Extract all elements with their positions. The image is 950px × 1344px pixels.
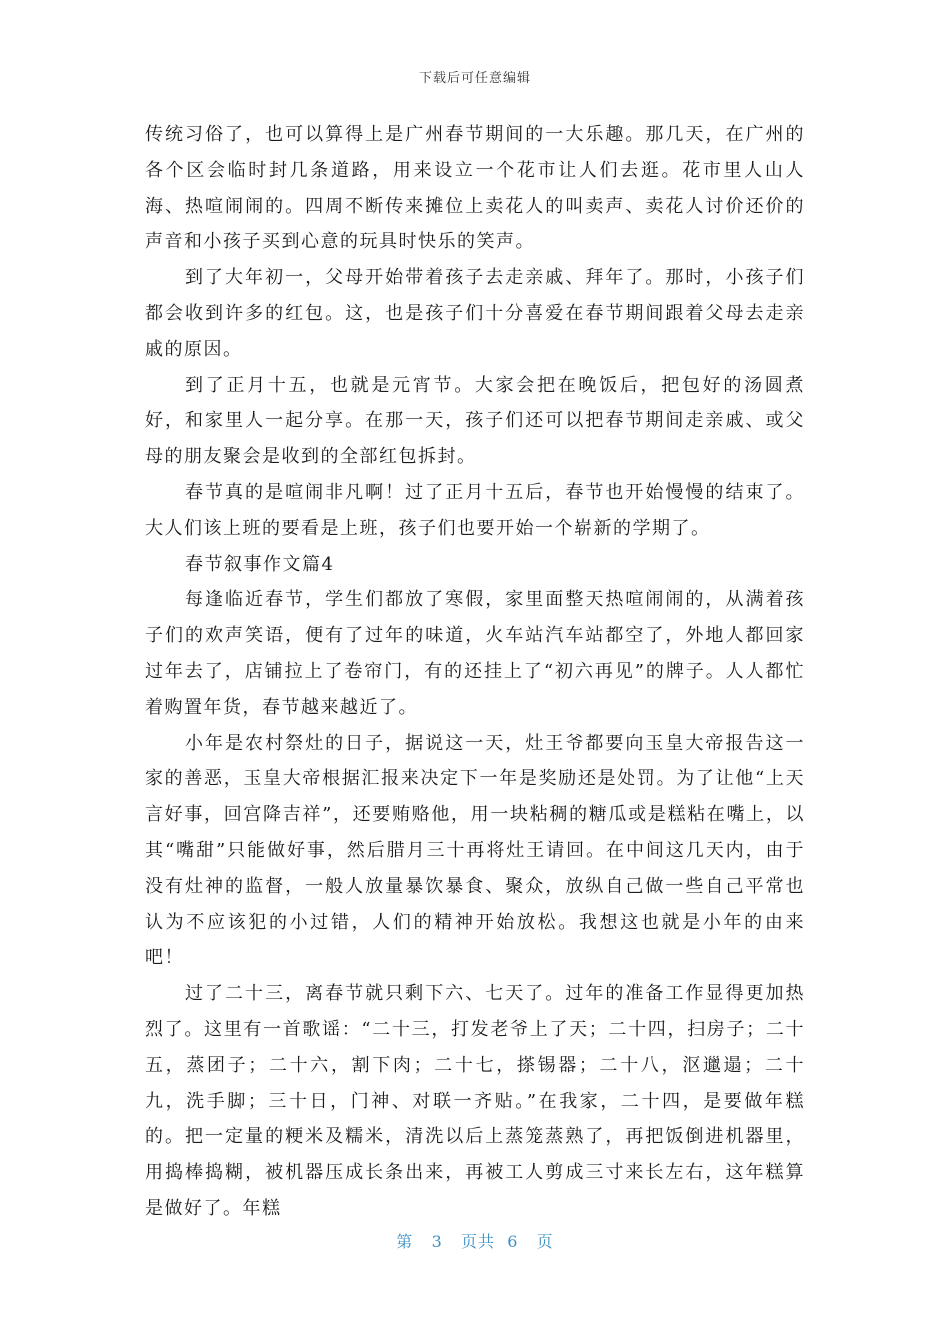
page-header: 下载后可任意编辑 [418,71,531,86]
paragraph-continued: 传统习俗了，也可以算得上是广州春节期间的一大乐趣。那几天，在广州的各个区会临时封几条道路，用来设立一个花市让人们去逛。花市里人山人海、热喧闹闹的。四周不断传来摊位上卖花人的叫卖声、卖花人讨价还价的声音和小孩子买到心意的玩具时快乐的笑声。 [145,124,805,253]
paragraph: 小年是农村祭灶的日子，据说这一天，灶王爷都要向玉皇大帝报告这一家的善恶，玉皇大帝根据汇报来决定下一年是奖励还是处罚。为了让他“上天言好事，回宫降吉祥”，还要贿赂他，用一块粘稠的糖瓜或是糕粘在嘴上，以其“嘴甜”只能做好事，然后腊月三十再将灶王请回。在中间这几天内，由于没有灶神的监督，一般人放量暴饮暴食、聚众，放纵自己做一些自己平常也认为不应该犯的小过错，人们的精神开始放松。我想这也就是小年的由来吧！ [145,732,805,969]
paragraph: 到了大年初一，父母开始带着孩子去走亲戚、拜年了。那时，小孩子们都会收到许多的红包。这，也是孩子们十分喜爱在春节期间跟着父母去走亲戚的原因。 [145,267,805,360]
footer-page-end-word: 页 [536,1232,554,1251]
footer-page-word: 第 [396,1232,414,1251]
paragraph: 春节真的是喧闹非凡啊！过了正月十五后，春节也开始慢慢的结束了。大人们该上班的要看是上班，孩子们也要开始一个崭新的学期了。 [145,481,805,539]
paragraph: 过了二十三，离春节就只剩下六、七天了。过年的准备工作显得更加热烈了。这里有一首歌谣：“二十三，打发老爷上了天；二十四，扫房子；二十五，蒸团子；二十六，割下肉；二十七，搽锡器；二十八，沤邋遢；二十九，洗手脚；三十日，门神、对联一齐贴。”在我家，二十四，是要做年糕的。把一定量的粳米及糯米，清洗以后上蒸笼蒸熟了，再把饭倒进机器里，用捣棒捣糊，被机器压成长条出来，再被工人剪成三寸来长左右，这年糕算是做好了。年糕 [145,983,805,1219]
footer-current-page: 3 [431,1232,443,1251]
paragraph: 到了正月十五，也就是元宵节。大家会把在晚饭后，把包好的汤圆煮好，和家里人一起分享。在那一天，孩子们还可以把春节期间走亲戚、或父母的朋友聚会是收到的全部红包拆封。 [145,374,805,468]
document-body [145,117,805,1227]
page-footer [0,1229,950,1252]
section-heading: 春节叙事作文篇4 [185,553,335,575]
paragraph: 每逢临近春节，学生们都放了寒假，家里面整天热喧闹闹的，从满着孩子们的欢声笑语，便有了过年的味道，火车站汽车站都空了，外地人都回家过年去了，店铺拉上了卷帘门，有的还挂上了“初六再见”的牌子。人人都忙着购置年货，春节越来越近了。 [145,589,805,718]
footer-total-pages: 6 [507,1232,519,1251]
footer-page-total-word: 页共 [461,1232,496,1251]
